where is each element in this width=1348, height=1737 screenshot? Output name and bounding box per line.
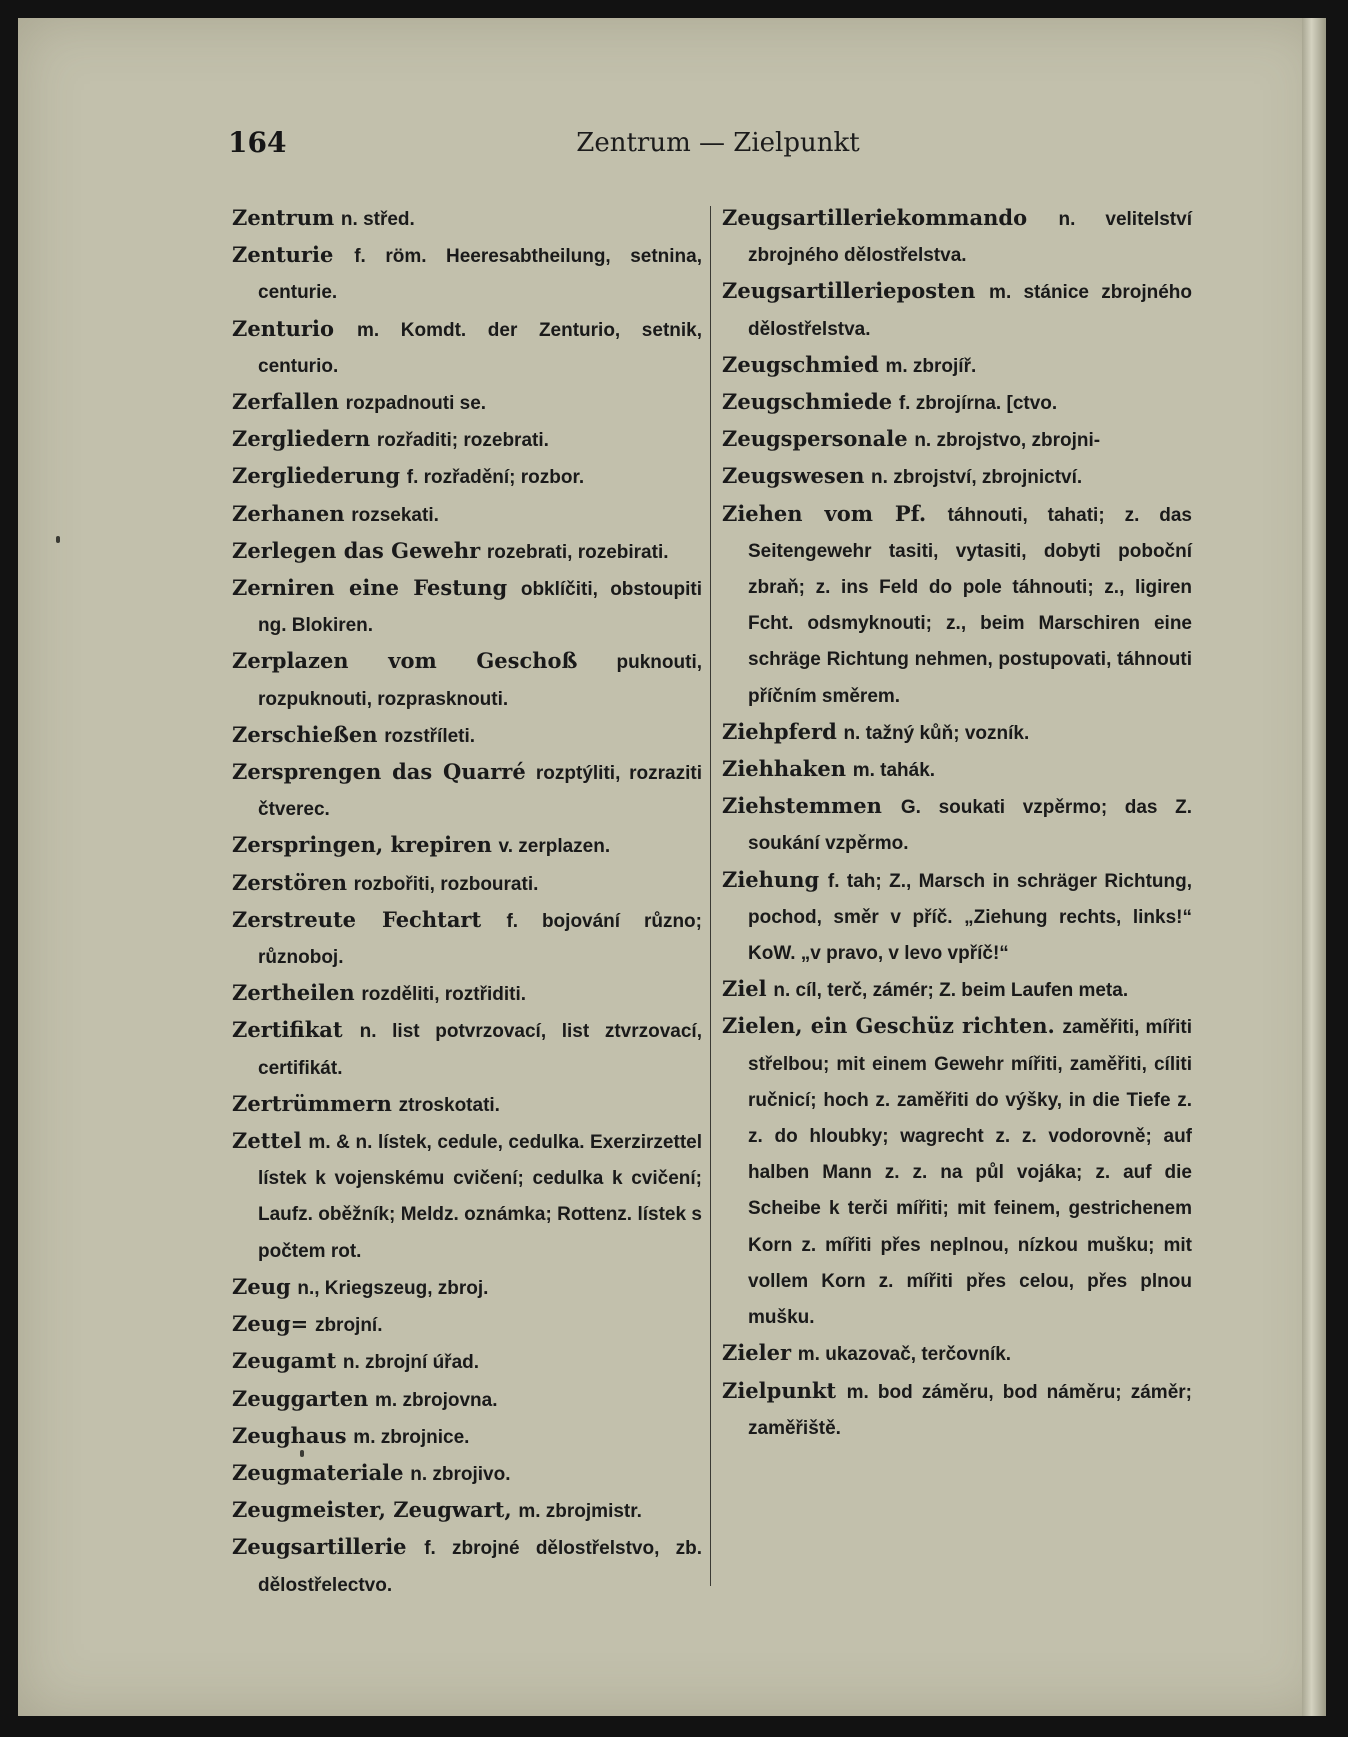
entry-definition: m. zbrojmistr. xyxy=(518,1501,642,1523)
entry-definition: rozptýliti, rozraziti čtverec. xyxy=(258,763,702,821)
page-header xyxy=(228,126,1208,166)
entry-headword: Ziehpferd xyxy=(722,718,837,744)
entry-definition: m. Komdt. der Zenturio, setnik, centurio. xyxy=(258,319,702,377)
entry-definition: rozstříleti. xyxy=(384,725,476,747)
dictionary-entry xyxy=(232,237,702,310)
entry-headword: Zerplazen vom Geschoß xyxy=(232,648,578,674)
entry-headword: Zeug xyxy=(232,1273,291,1299)
dictionary-entry xyxy=(232,1123,702,1269)
dictionary-entry xyxy=(232,827,702,864)
dictionary-entry xyxy=(232,643,702,716)
paper-speck xyxy=(56,536,60,543)
entry-headword: Zergliederung xyxy=(232,463,401,489)
dictionary-entry xyxy=(722,421,1192,458)
entry-headword: Zerstreute Fechtart xyxy=(232,906,482,932)
entry-headword: Zerfallen xyxy=(232,389,339,415)
entry-headword: Zeugspersonale xyxy=(722,426,908,452)
dictionary-entry xyxy=(232,717,702,754)
entry-definition: f. zbrojné dělostřelstvo, zb. dělostřelectvo. xyxy=(258,1538,702,1596)
entry-definition: f. tah; Z., Marsch in schräger Richtung, pochod, směr v příč. „Ziehung rechts, links!“ KoW. „v pravo, v levo vpříč!“ xyxy=(748,870,1192,965)
entry-definition: f. bojování různo; různoboj. xyxy=(258,910,702,969)
paper-speck xyxy=(300,1450,304,1457)
dictionary-entry xyxy=(232,311,702,384)
entry-definition: m. tahák. xyxy=(852,760,936,782)
entry-definition: m. zbrojnice. xyxy=(353,1426,470,1448)
entry-definition: m. zbrojíř. xyxy=(885,355,977,377)
entry-definition: n. zbrojství, zbrojnictví. xyxy=(871,467,1083,489)
entry-definition: rozpadnouti se. xyxy=(345,393,487,415)
entry-definition: rozsekati. xyxy=(351,504,439,526)
entry-headword: Zeugamt xyxy=(232,1348,337,1374)
entry-definition: rozbořiti, rozbourati. xyxy=(353,873,539,895)
entry-headword: Zertifikat xyxy=(232,1017,343,1043)
entry-definition: zbrojní. xyxy=(314,1315,383,1337)
dictionary-entry xyxy=(232,1492,702,1529)
entry-headword: Zertheilen xyxy=(232,980,355,1006)
entry-headword: Zeugmateriale xyxy=(232,1459,404,1485)
entry-headword: Zeugswesen xyxy=(722,463,865,489)
dictionary-entry xyxy=(232,1455,702,1492)
entry-definition: rozřaditi; rozebrati. xyxy=(376,430,549,452)
entry-definition: f. röm. Heeresabtheilung, setnina, centurie. xyxy=(258,246,702,304)
entry-headword: Zergliedern xyxy=(232,426,371,452)
entry-headword: Zeugschmied xyxy=(722,351,879,377)
entry-headword: Zeughaus xyxy=(232,1422,347,1448)
dictionary-entry xyxy=(232,1269,702,1306)
entry-headword: Zielpunkt xyxy=(722,1377,837,1403)
dictionary-entry xyxy=(722,1008,1192,1335)
dictionary-entry xyxy=(722,788,1192,861)
dictionary-entry xyxy=(722,200,1192,273)
running-head: Zentrum — Zielpunkt xyxy=(576,128,860,158)
dictionary-entry xyxy=(232,865,702,902)
dictionary-entry xyxy=(232,421,702,458)
entry-headword: Zeugschmiede xyxy=(722,389,893,415)
entry-definition: f. zbrojírna. [ctvo. xyxy=(898,393,1058,415)
entry-headword: Zieler xyxy=(722,1340,792,1366)
dictionary-entry xyxy=(232,533,702,570)
entry-definition: m. stánice zbrojného dělostřelstva. xyxy=(748,282,1192,340)
dictionary-entry xyxy=(232,1086,702,1123)
dictionary-entry xyxy=(232,1012,702,1085)
entry-headword: Ziehung xyxy=(722,866,820,892)
entry-definition: obklíčiti, obstoupiti ng. Blokiren. xyxy=(258,579,702,637)
entry-headword: Zerlegen das Gewehr xyxy=(232,537,481,563)
entry-headword: Zersprengen das Quarré xyxy=(232,759,526,785)
dictionary-entry xyxy=(232,1306,702,1343)
entry-headword: Zerhanen xyxy=(232,500,345,526)
entry-definition: n., Kriegszeug, zbroj. xyxy=(297,1277,489,1299)
entry-definition: n. list potvrzovací, list ztvrzovací, certifikát. xyxy=(258,1021,702,1079)
dictionary-entry xyxy=(232,902,702,975)
entry-headword: Zeugsartillerie xyxy=(232,1534,407,1560)
dictionary-entry xyxy=(232,570,702,643)
entry-definition: v. zerplazen. xyxy=(498,836,611,858)
entry-definition: n. cíl, terč, zámér; Z. beim Laufen meta. xyxy=(773,980,1129,1002)
dictionary-entry xyxy=(232,1381,702,1418)
entry-headword: Ziehen vom Pf. xyxy=(722,500,927,526)
entry-definition: G. soukati vzpěrmo; das Z. soukání vzpěrmo. xyxy=(748,797,1192,855)
dictionary-entry xyxy=(232,975,702,1012)
entry-definition: táhnouti, tahati; z. das Seitengewehr tasiti, vytasiti, dobyti poboční zbraň; z. ins Feld do pole táhnouti; z., ligiren Fcht. odsmyknouti; z., beim Marschiren eine schräge Richtung nehmen, postupovati, táhnouti příčním směrem. xyxy=(748,504,1192,707)
entry-definition: rozděliti, roztřiditi. xyxy=(361,984,527,1006)
dictionary-entry xyxy=(722,1335,1192,1372)
entry-headword: Zielen, ein Geschüz richten. xyxy=(722,1013,1055,1039)
entry-headword: Zeugmeister, Zeugwart, xyxy=(232,1497,512,1523)
entry-headword: Zeug= xyxy=(232,1311,309,1337)
entry-headword: Zeugsartillerieposten xyxy=(722,278,976,304)
entry-definition: m. bod záměru, bod náměru; záměr; zaměřiště. xyxy=(748,1381,1192,1439)
book-page xyxy=(18,18,1326,1716)
dictionary-entry xyxy=(722,458,1192,495)
entry-definition: m. ukazovač, terčovník. xyxy=(797,1344,1012,1366)
entry-headword: Zentrum xyxy=(232,205,335,230)
entry-definition: n. zbrojní úřad. xyxy=(342,1352,480,1374)
dictionary-entry xyxy=(232,458,702,495)
entry-headword: Ziehhaken xyxy=(722,756,846,782)
dictionary-entry xyxy=(232,1529,702,1602)
entry-definition: n. zbrojstvo, zbrojni- xyxy=(914,430,1101,452)
entry-headword: Ziel xyxy=(722,976,767,1002)
dictionary-entry xyxy=(722,273,1192,346)
dictionary-entry xyxy=(722,1373,1192,1446)
dictionary-entry xyxy=(722,751,1192,788)
dictionary-entry xyxy=(232,200,702,237)
entry-definition: n. velitelství zbrojného dělostřelstva. xyxy=(748,209,1192,267)
entry-definition: f. rozřadění; rozbor. xyxy=(406,467,585,489)
entry-headword: Zertrümmern xyxy=(232,1090,392,1116)
entry-definition: n. střed. xyxy=(340,209,415,230)
entry-definition: puknouti, rozpuknouti, rozprasknouti. xyxy=(258,652,702,710)
dictionary-entry xyxy=(722,347,1192,384)
dictionary-entry xyxy=(232,1343,702,1380)
dictionary-entry xyxy=(232,384,702,421)
entry-headword: Ziehstemmen xyxy=(722,793,882,819)
entry-definition: zaměřiti, mířiti střelbou; mit einem Gewehr mířiti, zaměřiti, cíliti ručnicí; hoch z. zaměřiti do výšky, in die Tiefe z. z. do hloubky; wagrecht z. z. vodorovně; auf halben Mann z. z. na půl vojáka; z. auf die Scheibe k terči mířiti; mit feinem, gestrichenem Korn z. mířiti přes neplnou, nízkou mušku; mit vollem Korn z. mířiti přes celou, přes plnou mušku. xyxy=(748,1017,1192,1329)
entry-definition: rozebrati, rozebirati. xyxy=(486,541,669,563)
entry-headword: Zerstören xyxy=(232,869,347,895)
entry-definition: m. zbrojovna. xyxy=(375,1389,498,1411)
entry-definition: n. tažný kůň; vozník. xyxy=(843,722,1030,744)
dictionary-entry xyxy=(722,384,1192,421)
page-number: 164 xyxy=(228,126,287,159)
left-column xyxy=(232,200,702,1603)
entry-headword: Zenturio xyxy=(232,315,334,341)
dictionary-entry xyxy=(722,862,1192,972)
entry-headword: Zeugsartilleriekommando xyxy=(722,205,1028,230)
entry-definition: m. & n. lístek, cedule, cedulka. Exerzirzettel lístek k vojenskému cvičení; cedulka k cvičení; Laufz. oběžník; Meldz. oznámka; Rottenz. lístek s počtem rot. xyxy=(258,1132,702,1262)
entry-headword: Zerniren eine Festung xyxy=(232,575,508,601)
entry-headword: Zerschießen xyxy=(232,721,378,747)
dictionary-entry xyxy=(722,971,1192,1008)
entry-headword: Zerspringen, krepiren xyxy=(232,832,492,858)
right-column xyxy=(722,200,1192,1446)
entry-definition: ztroskotati. xyxy=(398,1094,500,1116)
dictionary-entry xyxy=(722,496,1192,714)
page-edge xyxy=(1302,18,1326,1716)
dictionary-entry xyxy=(232,496,702,533)
entry-definition: n. zbrojivo. xyxy=(410,1463,511,1485)
dictionary-entry xyxy=(722,714,1192,751)
column-divider xyxy=(710,206,711,1586)
entry-headword: Zenturie xyxy=(232,242,334,268)
entry-headword: Zeuggarten xyxy=(232,1385,369,1411)
dictionary-entry xyxy=(232,754,702,827)
entry-headword: Zettel xyxy=(232,1128,302,1154)
